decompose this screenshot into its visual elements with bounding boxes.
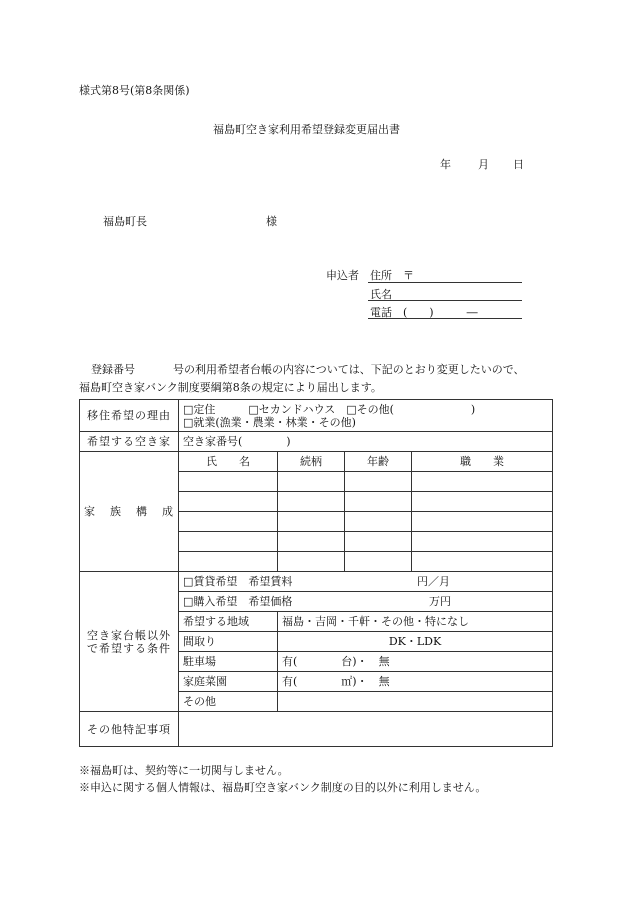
family-cell[interactable] xyxy=(412,492,553,512)
layout-label: 間取り xyxy=(179,632,278,652)
parking-label: 駐車場 xyxy=(179,652,278,672)
rent-label: □賃貸希望 希望賃料 xyxy=(183,575,293,588)
application-form-table xyxy=(79,399,553,747)
intro-registration-number: 登録番号 xyxy=(91,363,135,376)
reason-line1: □定住 □セカンドハウス □その他( ) xyxy=(183,402,476,416)
addressee-sama: 様 xyxy=(266,215,277,228)
special-notes-row xyxy=(80,712,553,747)
date-year: 年 xyxy=(440,158,451,171)
area-label: 希望する地域 xyxy=(179,612,278,632)
family-cell[interactable] xyxy=(278,492,345,512)
reason-line2: □就業(漁業・農業・林業・その他) xyxy=(183,415,356,429)
reason-options[interactable] xyxy=(179,400,553,432)
buy-unit: 万円 xyxy=(429,595,451,608)
applicant-label: 申込者 xyxy=(326,269,359,282)
footnote-2: ※申込に関する個人情報は、福島町空き家バンク制度の目的以外に利用しません。 xyxy=(79,781,487,794)
form-number: 様式第8号(第8条関係) xyxy=(79,84,190,97)
address-underline xyxy=(368,282,522,283)
family-cell[interactable] xyxy=(345,512,412,532)
family-cell[interactable] xyxy=(278,552,345,572)
footnotes xyxy=(79,762,486,796)
other-condition-label: その他 xyxy=(179,692,278,712)
family-cell[interactable] xyxy=(179,492,278,512)
family-cell[interactable] xyxy=(345,532,412,552)
conditions-label-line2: で希望する条件 xyxy=(87,641,171,655)
family-cell[interactable] xyxy=(179,552,278,572)
family-cell[interactable] xyxy=(412,552,553,572)
family-cell[interactable] xyxy=(412,532,553,552)
conditions-label xyxy=(80,572,179,712)
garden-value[interactable]: 有( ㎡)・ 無 xyxy=(278,672,553,692)
applicant-name: 氏名 xyxy=(370,288,392,301)
family-col-relation: 続柄 xyxy=(278,452,345,472)
phone-underline xyxy=(368,318,522,319)
desired-house-value[interactable]: 空き家番号( ) xyxy=(179,432,553,452)
page-title: 福島町空き家利用希望登録変更届出書 xyxy=(213,123,400,136)
rent-unit: 円／月 xyxy=(417,575,450,588)
area-value[interactable]: 福島・吉岡・千軒・その他・特になし xyxy=(278,612,553,632)
layout-value[interactable]: DK・LDK xyxy=(278,632,553,652)
other-condition-value[interactable] xyxy=(278,692,553,712)
date-month: 月 xyxy=(478,158,489,171)
buy-label: □購入希望 希望価格 xyxy=(183,595,293,608)
name-underline xyxy=(368,300,522,301)
footnote-1: ※福島町は、契約等に一切関与しません。 xyxy=(79,764,289,777)
applicant-phone: 電話 ( ) ― xyxy=(370,306,478,319)
family-col-name: 氏 名 xyxy=(179,452,278,472)
desired-house-label: 希望する空き家 xyxy=(80,432,179,452)
addressee: 福島町長 xyxy=(103,215,147,228)
family-cell[interactable] xyxy=(345,472,412,492)
applicant-address: 住所 〒 xyxy=(370,269,414,282)
special-notes-value[interactable] xyxy=(179,712,553,747)
special-notes-label: その他特記事項 xyxy=(80,712,179,747)
family-col-occupation: 職 業 xyxy=(412,452,553,472)
date-day: 日 xyxy=(513,158,524,171)
family-header-row xyxy=(80,452,553,472)
family-cell[interactable] xyxy=(278,472,345,492)
buy-cell[interactable] xyxy=(179,592,553,612)
intro-line2: 福島町空き家バンク制度要綱第8条の規定により届出します。 xyxy=(79,381,382,394)
family-cell[interactable] xyxy=(345,492,412,512)
family-cell[interactable] xyxy=(278,512,345,532)
conditions-label-line1: 空き家台帳以外 xyxy=(87,628,171,642)
intro-line1: 号の利用希望者台帳の内容については、下記のとおり変更したいので、 xyxy=(173,363,525,376)
reason-label: 移住希望の理由 xyxy=(80,400,179,432)
family-cell[interactable] xyxy=(345,552,412,572)
family-cell[interactable] xyxy=(412,512,553,532)
desired-house-row xyxy=(80,432,553,452)
family-cell[interactable] xyxy=(179,532,278,552)
family-cell[interactable] xyxy=(278,532,345,552)
family-label: 家 族 構 成 xyxy=(80,452,179,572)
parking-value[interactable]: 有( 台)・ 無 xyxy=(278,652,553,672)
garden-label: 家庭菜園 xyxy=(179,672,278,692)
family-cell[interactable] xyxy=(179,472,278,492)
rent-cell[interactable] xyxy=(179,572,553,592)
family-cell[interactable] xyxy=(179,512,278,532)
family-col-age: 年齢 xyxy=(345,452,412,472)
family-cell[interactable] xyxy=(412,472,553,492)
reason-row xyxy=(80,400,553,432)
rent-row xyxy=(80,572,553,592)
